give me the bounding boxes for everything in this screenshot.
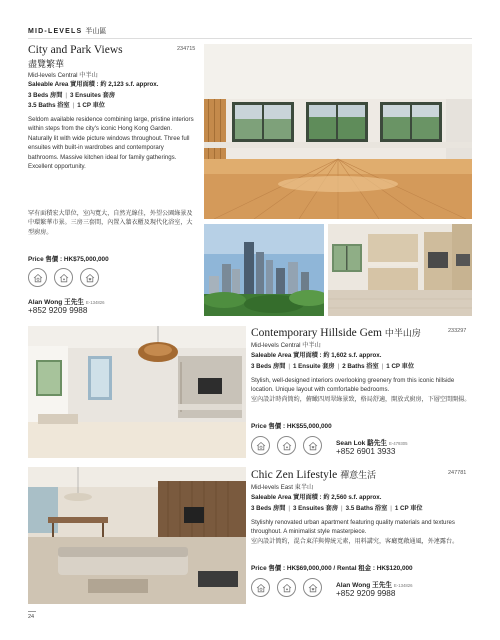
listing-3-beds: 3 Beds 房間 bbox=[251, 505, 286, 512]
listing-1-agent-name-text: Alan Wong 王先生 bbox=[28, 299, 84, 306]
listing-2-title bbox=[251, 326, 421, 339]
listing-1-price: Price 售價 : HK$75,000,000 bbox=[28, 256, 109, 263]
listing-1-title-cn: 盡覽繁華 bbox=[28, 59, 65, 69]
listing-3-agent-phone[interactable]: +852 9209 9988 bbox=[336, 589, 396, 598]
listing-1-desc-en: Seldom available residence combining large, pristine interiors within steps from the city's iconic Hong Kong Garden. Naturally lit with wide picture windows throughout. Three full ensuites with built-in wardrobes and contemporary bathrooms. Massive kitchen ideal for family gatherings. Excellent opportunity. bbox=[28, 116, 194, 171]
home-heart-icon[interactable] bbox=[303, 578, 322, 597]
listing-2-baths: 2 Baths 浴室 bbox=[342, 363, 379, 370]
listing-2-rooms: 3 Beds 房間 | 1 Ensuite 套房 | 2 Baths 浴室 | 1 CP 車位 bbox=[251, 363, 415, 370]
listing-1-agent-name bbox=[28, 296, 105, 306]
listing-1-agent-phone[interactable]: +852 9209 9988 bbox=[28, 306, 88, 315]
listing-3-ref: 247781 bbox=[448, 470, 467, 476]
home-location-icon[interactable] bbox=[277, 436, 296, 455]
listing-2-district: Mid-levels Central 中半山 bbox=[251, 342, 321, 349]
home-search-icon[interactable] bbox=[251, 436, 270, 455]
home-heart-icon[interactable] bbox=[80, 268, 99, 287]
listing-3-district: Mid-levels East 東半山 bbox=[251, 484, 314, 491]
listing-3-agent-name bbox=[336, 579, 413, 589]
listing-2-living-room-photo bbox=[28, 326, 246, 458]
listing-1-rooms: 3 Beds 房間 | 3 Ensuites 套房 bbox=[28, 92, 116, 99]
listing-1-living-room-photo bbox=[204, 44, 472, 219]
listing-2-area: Saleable Area 實用面積 : 約 1,602 s.f. approx. bbox=[251, 352, 382, 359]
listing-2-ensuites: 1 Ensuite 套房 bbox=[293, 363, 335, 370]
listing-2-cp: 1 CP 車位 bbox=[386, 363, 415, 370]
section-label-cn: 半山區 bbox=[85, 28, 107, 35]
listing-2-desc-cn: 室內設計時尚簡約，俯瞰四周翠綠景致，格局舒適，開放式廚房，下層空間開揚。 bbox=[251, 396, 471, 403]
home-search-icon[interactable] bbox=[28, 268, 47, 287]
listing-1-ensuites: 3 Ensuites 套房 bbox=[70, 92, 116, 99]
listing-3-rooms: 3 Beds 房間 | 3 Ensuites 套房 | 3.5 Baths 浴室 | 1 CP 車位 bbox=[251, 505, 423, 512]
listing-1-cp: 1 CP 車位 bbox=[77, 102, 105, 109]
listing-2-desc-en: Stylish, well-designed interiors overlooking greenery from this iconic hillside location. Unique layout with comfortable bedrooms. bbox=[251, 377, 455, 394]
listing-1-area: Saleable Area 實用面積 : 約 2,123 s.f. approx. bbox=[28, 81, 159, 88]
listing-3-title-en: Chic Zen Lifestyle bbox=[251, 469, 338, 481]
listing-3-desc-en: Stylishly renovated urban apartment featuring quality materials and textures throughout. A minimalist style masterpiece. bbox=[251, 519, 455, 536]
listing-1-kitchen-photo bbox=[328, 224, 472, 316]
listing-2-title-en: Contemporary Hillside Gem bbox=[251, 327, 382, 339]
home-heart-icon[interactable] bbox=[303, 436, 322, 455]
section-label: MID-LEVELS bbox=[28, 28, 83, 35]
listing-2-beds: 3 Beds 房間 bbox=[251, 363, 286, 370]
listing-3-baths: 3.5 Baths 浴室 bbox=[345, 505, 388, 512]
listing-2-ref: 233297 bbox=[448, 328, 467, 334]
listing-2-agent-license: E-479305 bbox=[388, 441, 408, 446]
listing-3-title-cn: 禪意生活 bbox=[340, 470, 377, 480]
listing-1-desc-cn: 罕有面積宏大單位，室內寬大，自然光線佳，外望公園綠景及中環繁華市景。三房三套間，內置入牆衣櫃及現代化浴室，大型廚房。 bbox=[28, 210, 193, 236]
listing-1-agent-license: E-134826 bbox=[85, 300, 105, 305]
listing-3-agent-name-text: Alan Wong 王先生 bbox=[336, 582, 392, 589]
section-header bbox=[28, 26, 106, 36]
listing-3-desc-cn: 室內設計簡約，混合東洋與傳統元素，用料講究，客廳寬敞通風，外連露台。 bbox=[251, 538, 459, 545]
home-location-icon[interactable] bbox=[54, 268, 73, 287]
listing-1-ref: 234715 bbox=[177, 46, 196, 52]
listing-2-agent-name bbox=[336, 437, 408, 447]
listing-2-agent-phone[interactable]: +852 6901 3933 bbox=[336, 447, 396, 456]
home-location-icon[interactable] bbox=[277, 578, 296, 597]
listing-3-agent-license: E-134826 bbox=[393, 583, 413, 588]
listing-3-title bbox=[251, 468, 376, 481]
page-number-rule bbox=[28, 611, 36, 612]
listing-2-agent-name-text: Sean Lok 駱先生 bbox=[336, 440, 387, 447]
listing-3-price: Price 售價 : HK$69,000,000 / Rental 租金 : HK$120,000 bbox=[251, 565, 413, 572]
listing-1-city-view-photo bbox=[204, 224, 324, 316]
listing-3-area: Saleable Area 實用面積 : 約 2,560 s.f. approx. bbox=[251, 494, 382, 501]
home-search-icon[interactable] bbox=[251, 578, 270, 597]
listing-2-price: Price 售價 : HK$55,000,000 bbox=[251, 423, 332, 430]
listing-3-living-dining-photo bbox=[28, 467, 246, 604]
header-divider bbox=[28, 38, 472, 39]
listing-3-ensuites: 3 Ensuites 套房 bbox=[293, 505, 339, 512]
listing-1-district: Mid-levels Central 中半山 bbox=[28, 72, 98, 79]
listing-1-baths: 3.5 Baths 浴室 bbox=[28, 102, 70, 109]
page-number: 24 bbox=[28, 614, 35, 620]
listing-2-title-cn: 中半山房 bbox=[384, 328, 421, 338]
listing-1-baths-cp: 3.5 Baths 浴室 | 1 CP 車位 bbox=[28, 102, 105, 109]
listing-1-beds: 3 Beds 房間 bbox=[28, 92, 63, 99]
listing-3-cp: 1 CP 車位 bbox=[394, 505, 423, 512]
listing-1-title: City and Park Views bbox=[28, 44, 123, 56]
